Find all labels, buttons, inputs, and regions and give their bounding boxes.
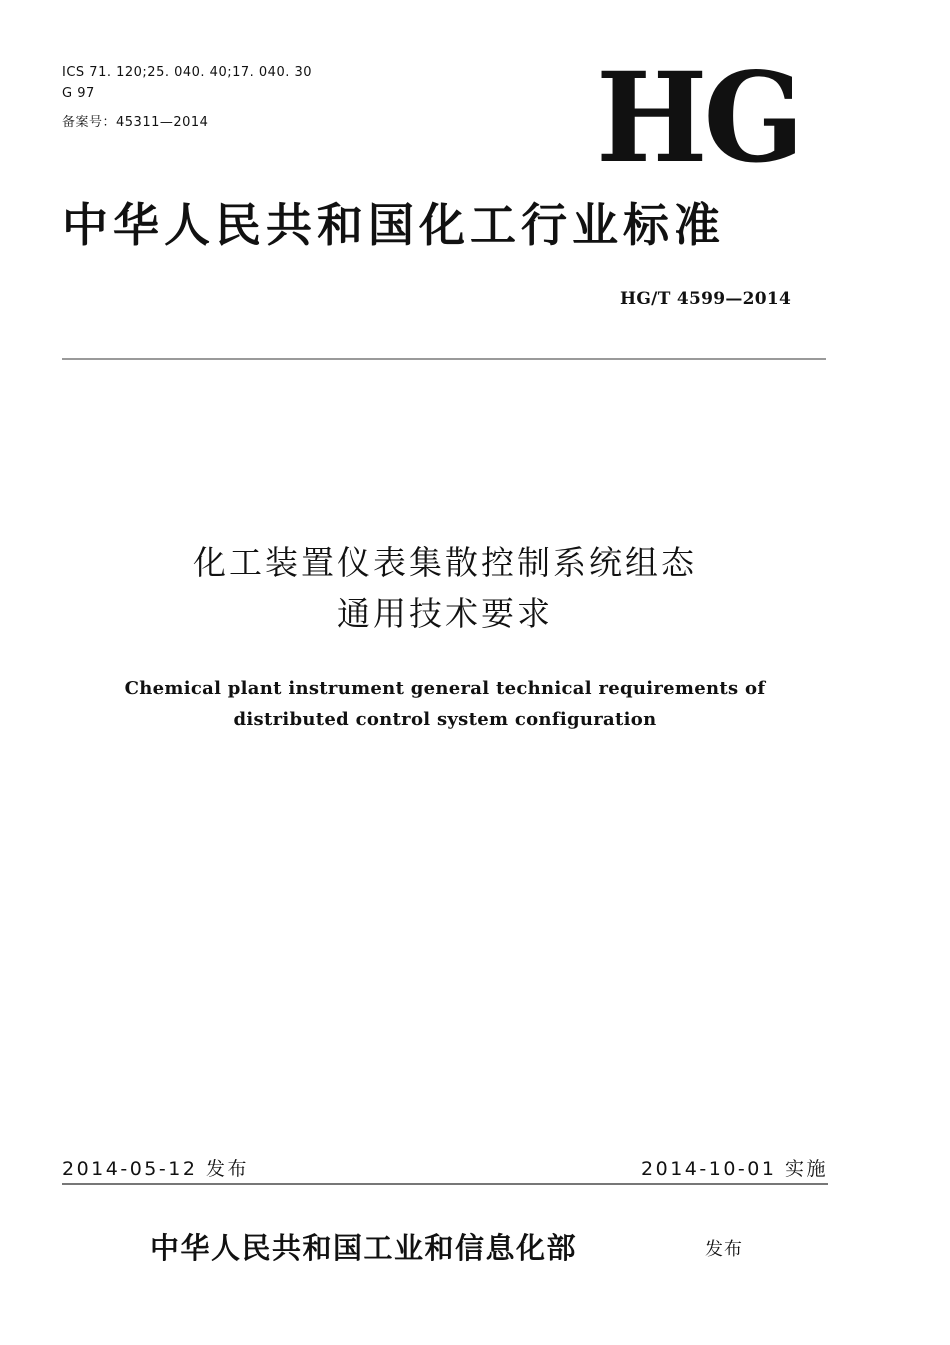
issue-date: 2014-05-12 发布	[62, 1158, 249, 1180]
title-en-line1: Chemical plant instrument general technical requirements of	[124, 678, 766, 699]
issuer-name: 中华人民共和国工业和信息化部	[150, 1231, 578, 1265]
hg-logo: HG	[596, 44, 801, 191]
title-cn-line2: 通用技术要求	[337, 594, 553, 633]
issuer-suffix: 发布	[705, 1239, 743, 1260]
standard-number: HG/T 4599—2014	[620, 289, 792, 309]
title-en-line2: distributed control system configuration	[233, 709, 657, 730]
ics-code: ICS 71. 120;25. 040. 40;17. 040. 30	[62, 65, 313, 80]
standard-category: 中华人民共和国化工行业标准	[62, 198, 725, 252]
bottom-divider	[62, 1183, 828, 1185]
ccs-code: G 97	[62, 86, 95, 101]
title-cn-line1: 化工装置仪表集散控制系统组态	[193, 543, 697, 582]
implementation-date: 2014-10-01 实施	[641, 1158, 828, 1180]
top-divider	[62, 358, 826, 360]
record-number: 备案号：45311—2014	[62, 115, 209, 130]
